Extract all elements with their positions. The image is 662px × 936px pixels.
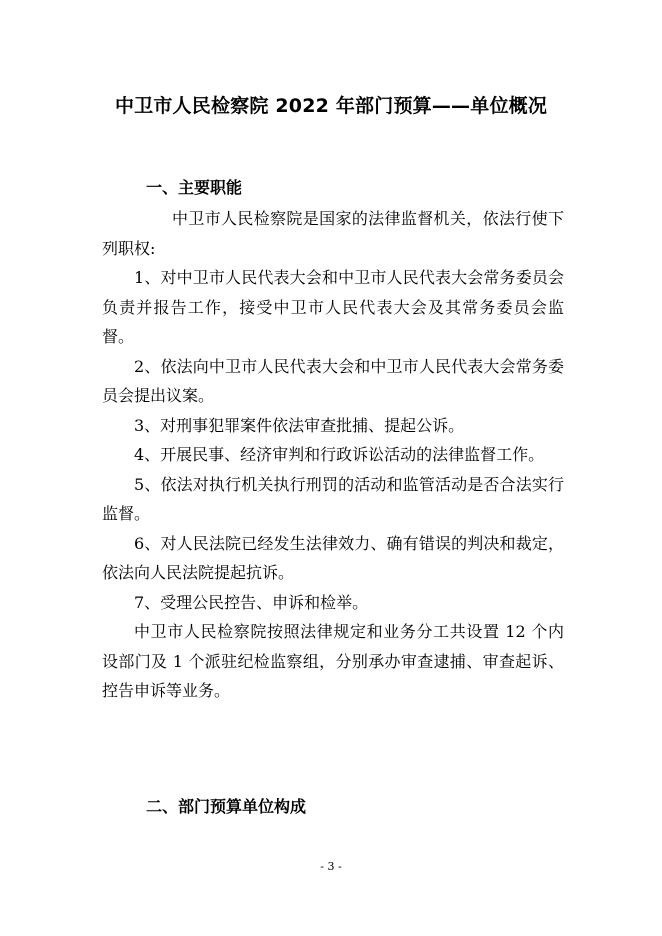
page-number: - 3 - xyxy=(320,860,342,873)
function-item-7: 7、受理公民控告、申诉和检举。 xyxy=(134,592,369,612)
section-body-main-functions xyxy=(102,204,564,706)
section-heading-main-functions: 一、主要职能 xyxy=(146,178,243,197)
document-title: 中卫市人民检察院 2022 年部门预算——单位概况 xyxy=(114,95,548,117)
function-item-1: 1、对中卫市人民代表大会和中卫市人民代表大会常务委员会负责并报告工作，接受中卫市人民代表大会及其常务委员会监督。 xyxy=(102,268,564,346)
function-item-3: 3、对刑事犯罪案件依法审查批捕、提起公诉。 xyxy=(134,415,465,435)
function-item-2: 2、依法向中卫市人民代表大会和中卫市人民代表大会常务委员会提出议案。 xyxy=(102,356,564,405)
closing-paragraph: 中卫市人民检察院按照法律规定和业务分工共设置 12 个内设部门及 1 个派驻纪检监察组，分别承办审查逮捕、审查起诉、控告申诉等业务。 xyxy=(102,622,564,700)
function-item-6: 6、对人民法院已经发生法律效力、确有错误的判决和裁定，依法向人民法院提起抗诉。 xyxy=(102,533,564,582)
section-heading-budget-units: 二、部门预算单位构成 xyxy=(146,797,307,816)
intro-paragraph: 中卫市人民检察院是国家的法律监督机关，依法行使下列职权: xyxy=(102,209,564,258)
function-item-4: 4、开展民事、经济审判和行政诉讼活动的法律监督工作。 xyxy=(134,445,545,464)
function-item-5: 5、依法对执行机关执行刑罚的活动和监管活动是否合法实行监督。 xyxy=(102,474,564,523)
